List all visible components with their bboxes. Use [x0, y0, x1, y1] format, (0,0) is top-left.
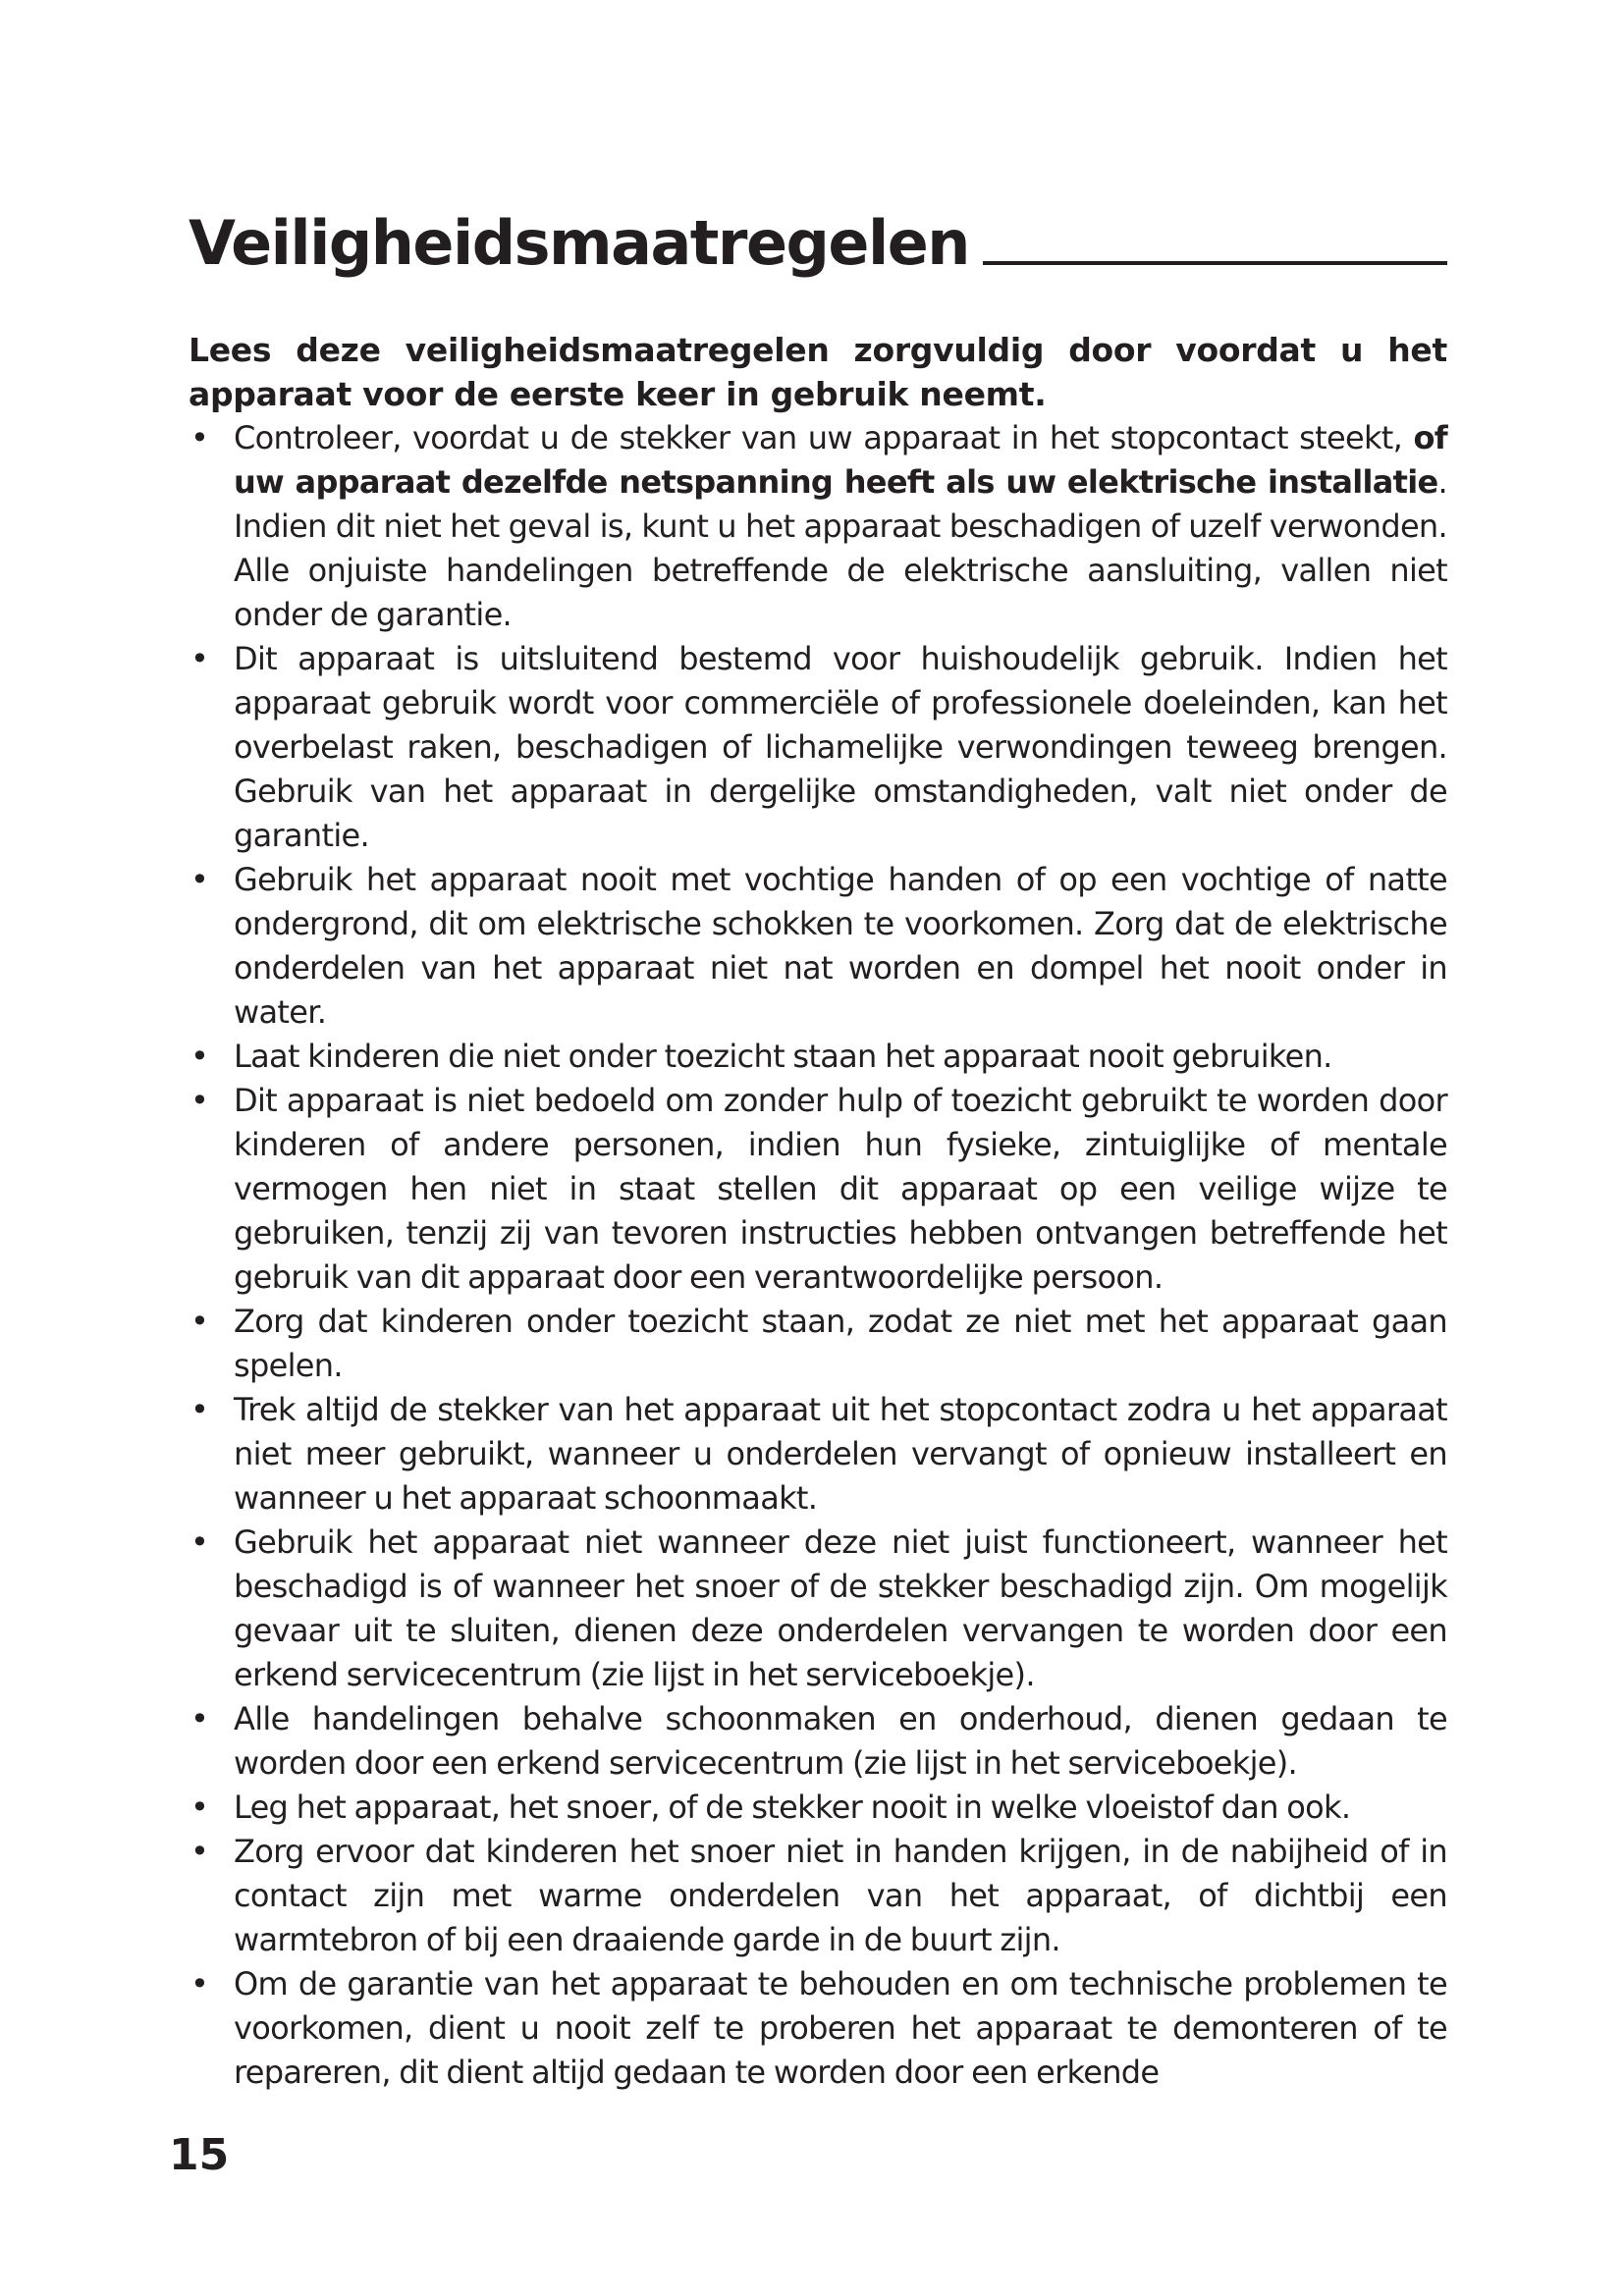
- bullet-text-after: . Indien dit niet het geval is, kunt u het apparaat beschadigen of uzelf verwonden. Alle onjuiste handelingen betreffende de elektrische aansluiting, vallen niet onder de garantie.: [234, 463, 1447, 633]
- bullet-item-reduced-capabilities: • Dit apparaat is niet bedoeld om zonder hulp of toezicht gebruikt te worden door kinderen of andere personen, indien hun fysieke, zintuiglijke of mentale vermogen hen niet in staat stellen dit apparaat op een veilige wijze te gebruiken, tenzij zij van tevoren instructies hebben ontvangen betreffende het gebruik van dit apparaat door een verantwoordelijke persoon.: [189, 1079, 1447, 1300]
- bullet-item-liquid: • Leg het apparaat, het snoer, of de stekker nooit in welke vloeistof dan ook.: [189, 1786, 1447, 1830]
- title-underline-rule: [983, 261, 1447, 265]
- bullet-item-voltage: [189, 416, 1447, 637]
- bullet-item-wet-hands: • Gebruik het apparaat nooit met vochtige handen of op een vochtige of natte ondergrond, dit om elektrische schokken te voorkomen. Zorg dat de elektrische onderdelen van het apparaat niet nat worden en dompel het nooit onder in water.: [189, 858, 1447, 1035]
- bullet-item-cord-children: • Zorg ervoor dat kinderen het snoer niet in handen krijgen, in de nabijheid of in contact zijn met warme onderdelen van het apparaat, of dichtbij een warmtebron of bij een draaiende garde in de buurt zijn.: [189, 1830, 1447, 1962]
- bullet-item-household-use: • Dit apparaat is uitsluitend bestemd voor huishoudelijk gebruik. Indien het apparaat gebruik wordt voor commerciële of professionele doeleinden, kan het overbelast raken, beschadigen of lichamelijke verwondingen teweeg brengen. Gebruik van het apparaat in dergelijke omstandigheden, valt niet onder de garantie.: [189, 637, 1447, 858]
- bullet-text-before: Controleer, voordat u de stekker van uw apparaat in het stopcontact steekt,: [234, 419, 1414, 456]
- bullet-item-warranty: • Om de garantie van het apparaat te behouden en om technische problemen te voorkomen, dient u nooit zelf te proberen het apparaat te demonteren of te repareren, dit dient altijd gedaan te worden door een erkende: [189, 1962, 1447, 2095]
- bullet-text-bold: of uw apparaat dezelfde netspanning heeft als uw elektrische installatie: [234, 419, 1447, 501]
- page-number: 15: [169, 2130, 230, 2180]
- title-row: [189, 192, 1447, 281]
- bullet-item-children-play: • Zorg dat kinderen onder toezicht staan, zodat ze niet met het apparaat gaan spelen.: [189, 1300, 1447, 1388]
- intro-paragraph: Lees deze veiligheidsmaatregelen zorgvuldig door voordat u het apparaat voor de eerste keer in gebruik neemt.: [189, 331, 1447, 413]
- bullet-item-service-center: • Alle handelingen behalve schoonmaken en onderhoud, dienen gedaan te worden door een erkend servicecentrum (zie lijst in het serviceboekje).: [189, 1697, 1447, 1786]
- bullet-item-damaged: • Gebruik het apparaat niet wanneer deze niet juist functioneert, wanneer het beschadigd is of wanneer het snoer of de stekker beschadigd zijn. Om mogelijk gevaar uit te sluiten, dienen deze onderdelen vervangen te worden door een erkend servicecentrum (zie lijst in het serviceboekje).: [189, 1521, 1447, 1697]
- safety-bullet-list: [189, 416, 1447, 2095]
- bullet-item-unplug: • Trek altijd de stekker van het apparaat uit het stopcontact zodra u het apparaat niet meer gebruikt, wanneer u onderdelen vervangt of opnieuw installeert en wanneer u het apparaat schoonmaakt.: [189, 1388, 1447, 1521]
- bullet-item-children-supervision: • Laat kinderen die niet onder toezicht staan het apparaat nooit gebruiken.: [189, 1035, 1447, 1079]
- safety-content: [189, 328, 1447, 2095]
- page-title: Veiligheidsmaatregelen: [189, 207, 969, 279]
